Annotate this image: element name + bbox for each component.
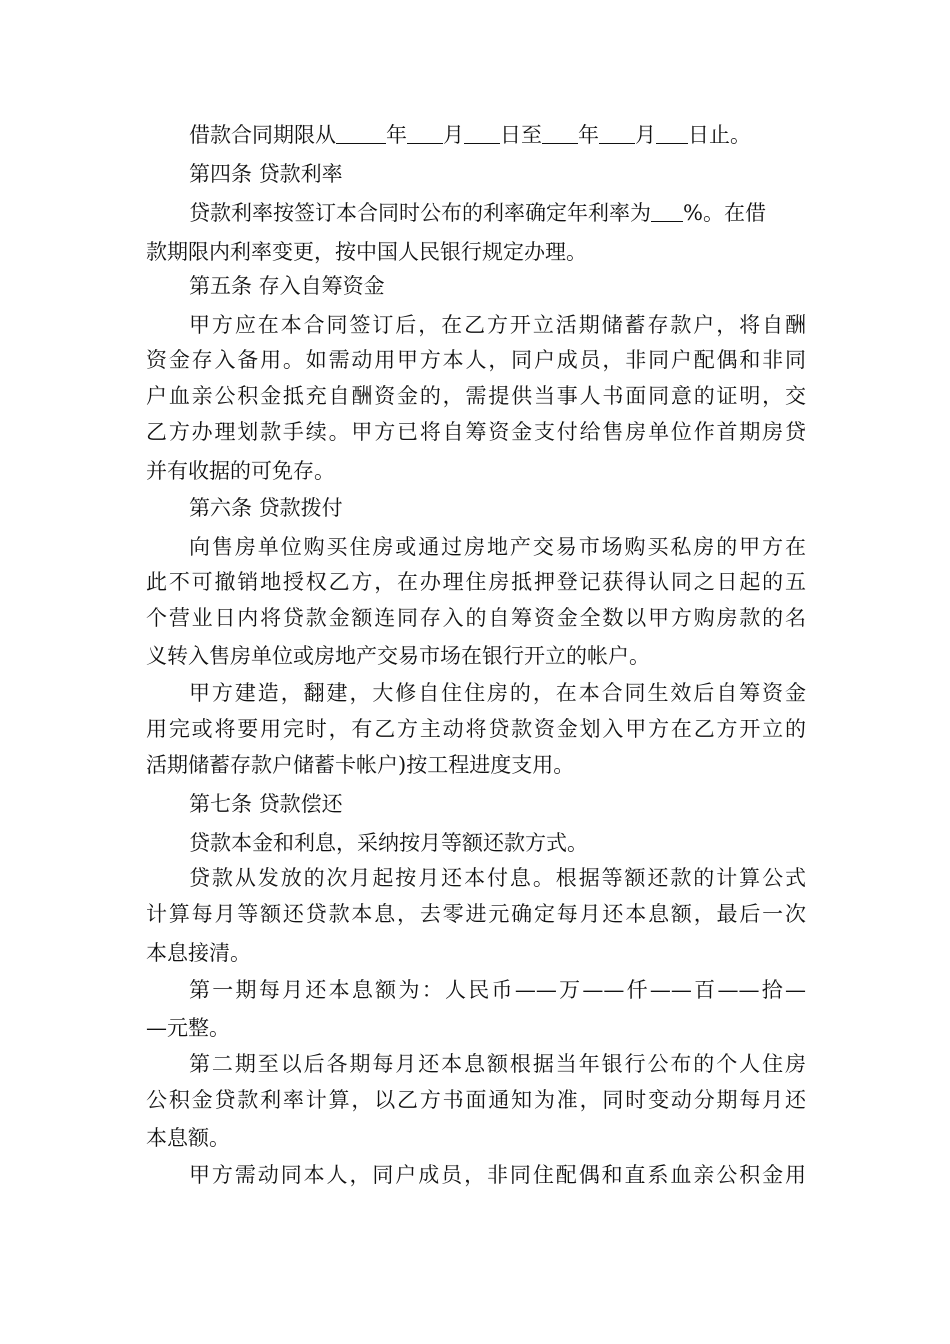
text: 借款合同期限从 bbox=[189, 123, 336, 147]
paragraph-line: —元整。 bbox=[146, 1016, 230, 1040]
section-heading-6: 第六条 贷款拨付 bbox=[189, 496, 343, 520]
text: 年 bbox=[578, 123, 599, 147]
loan-term-line bbox=[189, 119, 806, 151]
text: 日止。 bbox=[688, 123, 751, 147]
blank-field bbox=[336, 121, 386, 144]
paragraph-line: 公积金贷款利率计算，以乙方书面通知为准，同时变动分期每月还 bbox=[146, 1088, 806, 1112]
paragraph-line bbox=[189, 197, 806, 229]
paragraph-line: 并有收据的可免存。 bbox=[146, 459, 335, 483]
paragraph-line: 用完或将要用完时，有乙方主动将贷款资金划入甲方在乙方开立的 bbox=[146, 717, 806, 741]
paragraph-line: 贷款本金和利息，采纳按月等额还款方式。 bbox=[189, 831, 588, 855]
paragraph-line: 个营业日内将贷款金额连同存入的自筹资金全数以甲方购房款的名 bbox=[146, 606, 806, 630]
text: 贷款利率按签订本合同时公布的利率确定年利率为 bbox=[189, 201, 651, 225]
paragraph-line: 本息额。 bbox=[146, 1126, 230, 1150]
paragraph-line: 户血亲公积金抵充自酬资金的，需提供当事人书面同意的证明，交 bbox=[146, 384, 806, 408]
section-heading-5: 第五条 存入自筹资金 bbox=[189, 274, 385, 298]
paragraph-line: 计算每月等额还贷款本息，去零进元确定每月还本息额，最后一次 bbox=[146, 902, 806, 926]
paragraph-line: 资金存入备用。如需动用甲方本人，同户成员，非同户配偶和非同 bbox=[146, 348, 806, 372]
blank-field bbox=[464, 121, 500, 144]
blank-field bbox=[542, 121, 578, 144]
paragraph-line: 贷款从发放的次月起按月还本付息。根据等额还款的计算公式 bbox=[189, 866, 806, 890]
paragraph-line: 此不可撤销地授权乙方，在办理住房抵押登记获得认同之日起的五 bbox=[146, 570, 806, 594]
paragraph-line: 第二期至以后各期每月还本息额根据当年银行公布的个人住房 bbox=[189, 1052, 806, 1076]
paragraph-line: 义转入售房单位或房地产交易市场在银行开立的帐户。 bbox=[146, 644, 650, 668]
blank-field bbox=[656, 121, 688, 144]
paragraph-line: 甲方需动同本人，同户成员，非同住配偶和直系血亲公积金用 bbox=[189, 1163, 806, 1187]
text: 年 bbox=[386, 123, 407, 147]
paragraph-line: 第一期每月还本息额为：人民币——万——仟——百——拾— bbox=[189, 978, 806, 1002]
paragraph-line: 款期限内利率变更，按中国人民银行规定办理。 bbox=[146, 240, 587, 264]
section-heading-7: 第七条 贷款偿还 bbox=[189, 792, 343, 816]
paragraph-line: 向售房单位购买住房或通过房地产交易市场购买私房的甲方在 bbox=[189, 535, 806, 559]
blank-field bbox=[407, 121, 443, 144]
text: %。在借 bbox=[683, 201, 766, 225]
paragraph-line: 活期储蓄存款户储蓄卡帐户)按工程进度支用。 bbox=[146, 753, 575, 777]
text: 月 bbox=[443, 123, 464, 147]
paragraph-line: 乙方办理划款手续。甲方已将自筹资金支付给售房单位作首期房贷 bbox=[146, 420, 806, 444]
section-heading-4: 第四条 贷款利率 bbox=[189, 162, 343, 186]
paragraph-line: 甲方应在本合同签订后，在乙方开立活期储蓄存款户，将自酬 bbox=[189, 313, 806, 337]
blank-field bbox=[599, 121, 635, 144]
blank-field bbox=[651, 199, 683, 222]
text: 月 bbox=[635, 123, 656, 147]
text: 日至 bbox=[500, 123, 542, 147]
paragraph-line: 甲方建造，翻建，大修自住住房的，在本合同生效后自筹资金 bbox=[189, 681, 806, 705]
paragraph-line: 本息接清。 bbox=[146, 941, 251, 965]
